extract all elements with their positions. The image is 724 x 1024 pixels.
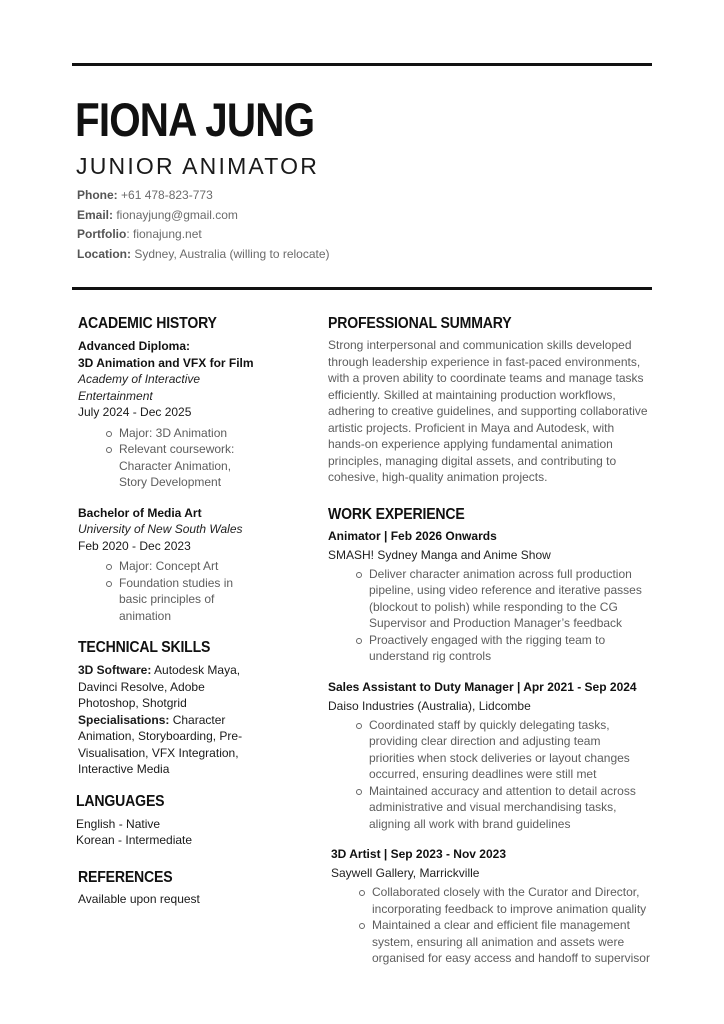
- job-entry: [328, 528, 658, 665]
- skills-section: [78, 638, 288, 778]
- job-org: Daiso Industries (Australia), Lidcombe: [328, 698, 531, 713]
- bullet-item: Foundation studies in basic principles of animation: [78, 575, 248, 625]
- job-title: 3D Artist | Sep 2023 - Nov 2023: [331, 847, 506, 861]
- bullet-item: Deliver character animation across full production pipeline, using video reference and iterative passes (blockout to polish) while responding to the CG Supervisor and Production Manager’s feedback: [328, 566, 654, 632]
- references-text: Available upon request: [78, 891, 200, 906]
- skill-item: [78, 662, 250, 712]
- education-entry: [78, 338, 288, 491]
- right-column: [328, 314, 658, 967]
- left-column: [78, 314, 288, 907]
- education-entry: [78, 505, 288, 625]
- contact-phone: [77, 187, 330, 207]
- section-heading: TECHNICAL SKILLS: [78, 639, 211, 656]
- skill-value: Autodesk Maya, Davinci Resolve, Adobe Photoshop, Shotgrid: [78, 663, 241, 710]
- contact-label: Portfolio: [77, 227, 127, 241]
- academic-section: [78, 314, 288, 624]
- job-entry: [331, 846, 658, 967]
- section-divider: [72, 287, 652, 290]
- skill-label: 3D Software:: [78, 663, 152, 677]
- bullet-item: Coordinated staff by quickly delegating tasks, providing clear direction and adjusting team priorities when stock deliveries or layout changes occurred, ensuring deadlines were still met: [328, 717, 644, 783]
- candidate-name: FIONA JUNG: [75, 93, 315, 146]
- bullet-item: Maintained accuracy and attention to detail across administrative and visual merchandising tasks, aligning all work with brand guidelines: [328, 783, 654, 833]
- degree: Advanced Diploma:: [78, 339, 191, 353]
- bullet-list: [328, 566, 658, 665]
- institution: University of New South Wales: [78, 522, 243, 536]
- candidate-title: JUNIOR ANIMATOR: [76, 153, 319, 179]
- skill-item: [78, 712, 250, 778]
- contact-value: fionayjung@gmail.com: [113, 207, 238, 222]
- contact-block: [77, 187, 330, 265]
- top-divider: [72, 63, 652, 66]
- section-heading: REFERENCES: [78, 868, 173, 886]
- contact-value: Sydney, Australia (willing to relocate): [131, 246, 330, 261]
- contact-value: : fionajung.net: [126, 227, 202, 241]
- job-org: Saywell Gallery, Marrickville: [331, 866, 480, 880]
- bullet-item: Major: Concept Art: [78, 558, 288, 575]
- language-item: English - Native: [76, 816, 161, 831]
- job-org: SMASH! Sydney Manga and Anime Show: [328, 547, 551, 562]
- contact-location: [77, 246, 330, 266]
- summary-text: Strong interpersonal and communication skills developed through leadership experience in fast-paced environments, with a proven ability to coordinate teams and manage tasks efficiently. Skilled at maintaining production workflows, adhering to creative guidelines, and supporting collaborative artistic projects. Proficient in Maya and Autodesk, with hands-on experience applying fundamental animation principles, managing digital assets, and contributing to cohesive, high-quality animation projects.: [328, 338, 648, 484]
- contact-portfolio: [77, 226, 330, 246]
- bullet-list: [78, 425, 278, 491]
- contact-label: Email:: [77, 207, 114, 222]
- degree-subtitle: 3D Animation and VFX for Film: [78, 355, 254, 370]
- bullet-list: [331, 884, 658, 967]
- skill-label: Specialisations:: [78, 712, 170, 727]
- skills-list: [78, 662, 250, 778]
- section-heading: PROFESSIONAL SUMMARY: [328, 315, 512, 332]
- bullet-list: [328, 717, 658, 833]
- section-heading: LANGUAGES: [76, 792, 165, 810]
- contact-value: +61 478-823-773: [117, 188, 213, 202]
- languages-section: [76, 792, 288, 849]
- section-heading: ACADEMIC HISTORY: [78, 315, 217, 332]
- bullet-item: Collaborated closely with the Curator and Director, incorporating feedback to improve animation quality: [331, 884, 661, 917]
- bullet-item: Maintained a clear and efficient file management system, ensuring all animation and assets were organised for easy access and handoff to supervisor: [331, 917, 661, 967]
- contact-label: Phone:: [77, 188, 118, 202]
- dates: Feb 2020 - Dec 2023: [78, 538, 191, 553]
- bullet-item: Major: 3D Animation: [78, 425, 278, 442]
- bullet-item: Relevant coursework: Character Animation, Story Development: [78, 441, 258, 491]
- bullet-item: Proactively engaged with the rigging team to understand rig controls: [328, 632, 628, 665]
- degree: Bachelor of Media Art: [78, 505, 202, 520]
- work-section: [328, 505, 658, 967]
- language-item: Korean - Intermediate: [76, 833, 193, 847]
- institution: Academy of Interactive Entertainment: [78, 372, 201, 403]
- references-section: [78, 868, 288, 908]
- dates: July 2024 - Dec 2025: [78, 405, 192, 419]
- contact-email: [77, 207, 330, 227]
- section-heading: WORK EXPERIENCE: [328, 505, 465, 523]
- job-title: Sales Assistant to Duty Manager | Apr 2021 - Sep 2024: [328, 679, 637, 694]
- bullet-list: [78, 558, 288, 624]
- job-entry: [328, 679, 658, 833]
- summary-section: [328, 314, 658, 486]
- contact-label: Location:: [77, 246, 131, 261]
- languages-list: [76, 816, 288, 849]
- skill-value: Character Animation, Storyboarding, Pre-Visualisation, VFX Integration, Interactive Media: [78, 712, 243, 776]
- job-title: Animator | Feb 2026 Onwards: [328, 528, 497, 543]
